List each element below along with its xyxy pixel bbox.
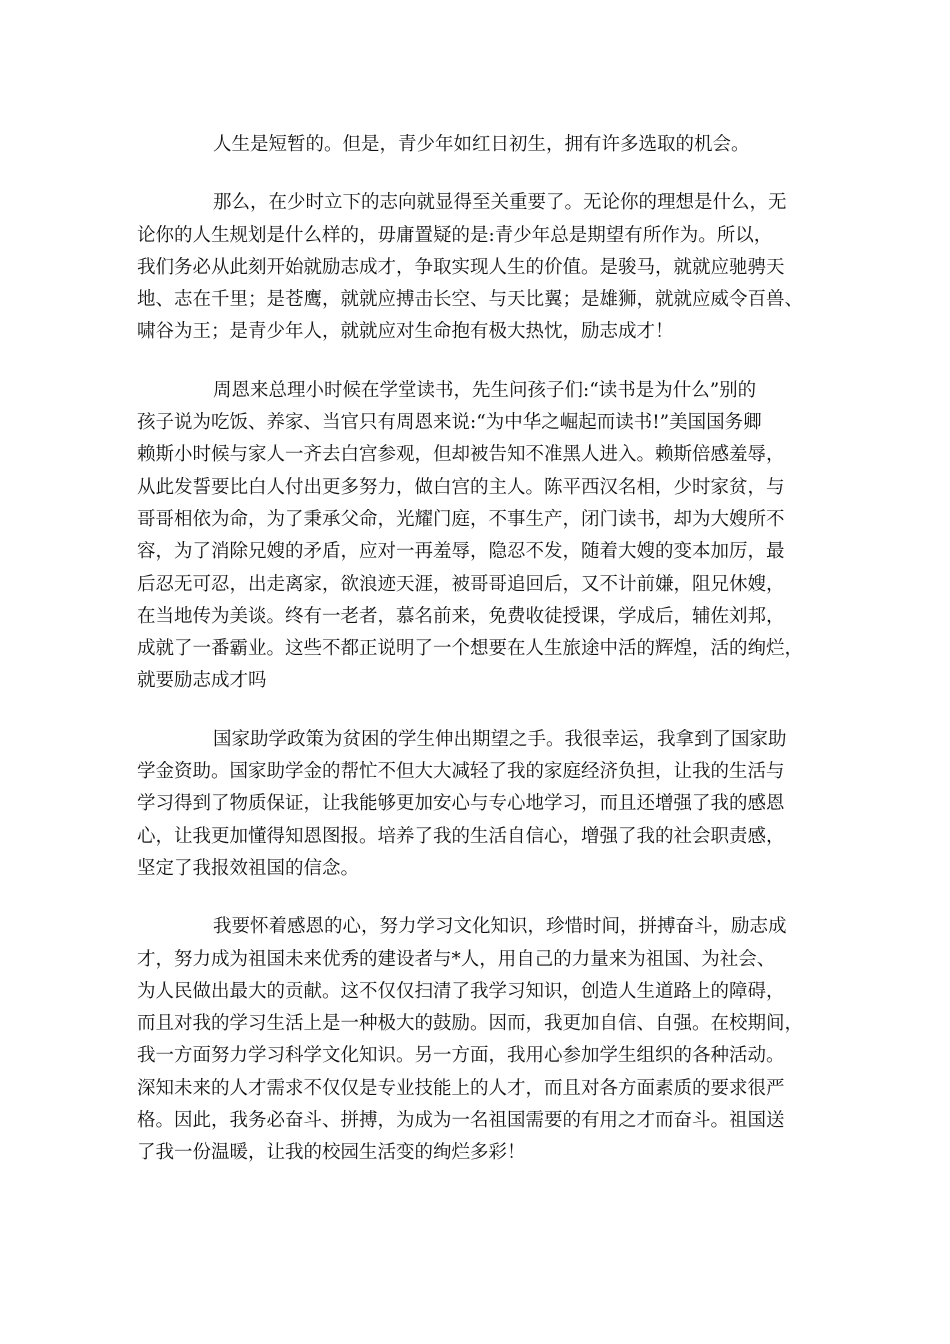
paragraph-1 <box>137 129 827 161</box>
paragraph-line: 孩子说为吃饭、养家、当官只有周恩来说:“为中华之崛起而读书!”美国国务卿 <box>137 412 762 434</box>
paragraph-line: 后忍无可忍，出走离家，欲浪迹天涯，被哥哥追回后，又不计前嫌，阻兄休嫂， <box>137 573 785 595</box>
paragraph-line: 我一方面努力学习科学文化知识。另一方面，我用心参加学生组织的各种活动。 <box>137 1045 785 1067</box>
paragraph-line: 坚定了我报效祖国的信念。 <box>137 857 360 879</box>
paragraph-line: 我们务必从此刻开始就励志成才，争取实现人生的价值。是骏马，就就应驰骋天 <box>137 256 785 278</box>
paragraph-line: 才，努力成为祖国未来优秀的建设者与*人，用自己的力量来为祖国、为社会、 <box>137 948 776 970</box>
paragraph-line: 深知未来的人才需求不仅仅是专业技能上的人才，而且对各方面素质的要求很严 <box>137 1077 785 1099</box>
paragraph-3 <box>137 375 827 698</box>
paragraph-line: 周恩来总理小时候在学堂读书，先生问孩子们:“读书是为什么”别的 <box>213 379 757 401</box>
paragraph-line: 地、志在千里；是苍鹰，就就应搏击长空、与天比翼；是雄狮，就就应威令百兽、 <box>137 289 804 311</box>
paragraph-line: 啸谷为王；是青少年人，就就应对生命抱有极大热忱，励志成才！ <box>137 321 674 343</box>
paragraph-line: 为人民做出最大的贡献。这不仅仅扫清了我学习知识，创造人生道路上的障碍， <box>137 980 785 1002</box>
paragraph-line: 心，让我更加懂得知恩图报。培养了我的生活自信心，增强了我的社会职责感， <box>137 825 785 847</box>
paragraph-line: 国家助学政策为贫困的学生伸出期望之手。我很幸运，我拿到了国家助 <box>213 728 787 750</box>
paragraph-line: 赖斯小时候与家人一齐去白宫参观，但却被告知不准黑人进入。赖斯倍感羞辱， <box>137 444 785 466</box>
paragraph-5 <box>137 911 827 1169</box>
document-body <box>137 129 827 1170</box>
paragraph-4 <box>137 724 827 885</box>
paragraph-line: 那么，在少时立下的志向就显得至关重要了。无论你的理想是什么，无 <box>213 192 787 214</box>
paragraph-line: 人生是短暂的。但是，青少年如红日初生，拥有许多选取的机会。 <box>213 134 750 155</box>
paragraph-line: 在当地传为美谈。终有一老者，慕名前来，免费收徒授课，学成后，辅佐刘邦， <box>137 605 785 627</box>
paragraph-2 <box>137 187 827 348</box>
paragraph-line: 学习得到了物质保证，让我能够更加安心与专心地学习，而且还增强了我的感恩 <box>137 793 785 815</box>
paragraph-line: 哥哥相依为命，为了秉承父命，光耀门庭，不事生产，闭门读书，却为大嫂所不 <box>137 508 785 530</box>
paragraph-line: 了我一份温暖，让我的校园生活变的绚烂多彩！ <box>137 1142 526 1164</box>
paragraph-line: 我要怀着感恩的心，努力学习文化知识，珍惜时间，拼搏奋斗，励志成 <box>213 916 787 938</box>
paragraph-line: 论你的人生规划是什么样的，毋庸置疑的是:青少年总是期望有所作为。所以， <box>137 224 773 246</box>
paragraph-line: 就要励志成才吗 <box>137 670 267 692</box>
paragraph-line: 格。因此，我务必奋斗、拼搏，为成为一名祖国需要的有用之才而奋斗。祖国送 <box>137 1110 785 1132</box>
paragraph-line: 从此发誓要比白人付出更多努力，做白宫的主人。陈平西汉名相，少时家贫，与 <box>137 476 785 498</box>
paragraph-line: 成就了一番霸业。这些不都正说明了一个想要在人生旅途中活的辉煌，活的绚烂， <box>137 638 804 660</box>
paragraph-line: 学金资助。国家助学金的帮忙不但大大减轻了我的家庭经济负担，让我的生活与 <box>137 761 785 783</box>
paragraph-line: 容，为了消除兄嫂的矛盾，应对一再羞辱，隐忍不发，随着大嫂的变本加厉，最 <box>137 541 785 563</box>
paragraph-line: 而且对我的学习生活上是一种极大的鼓励。因而，我更加自信、自强。在校期间， <box>137 1013 804 1035</box>
